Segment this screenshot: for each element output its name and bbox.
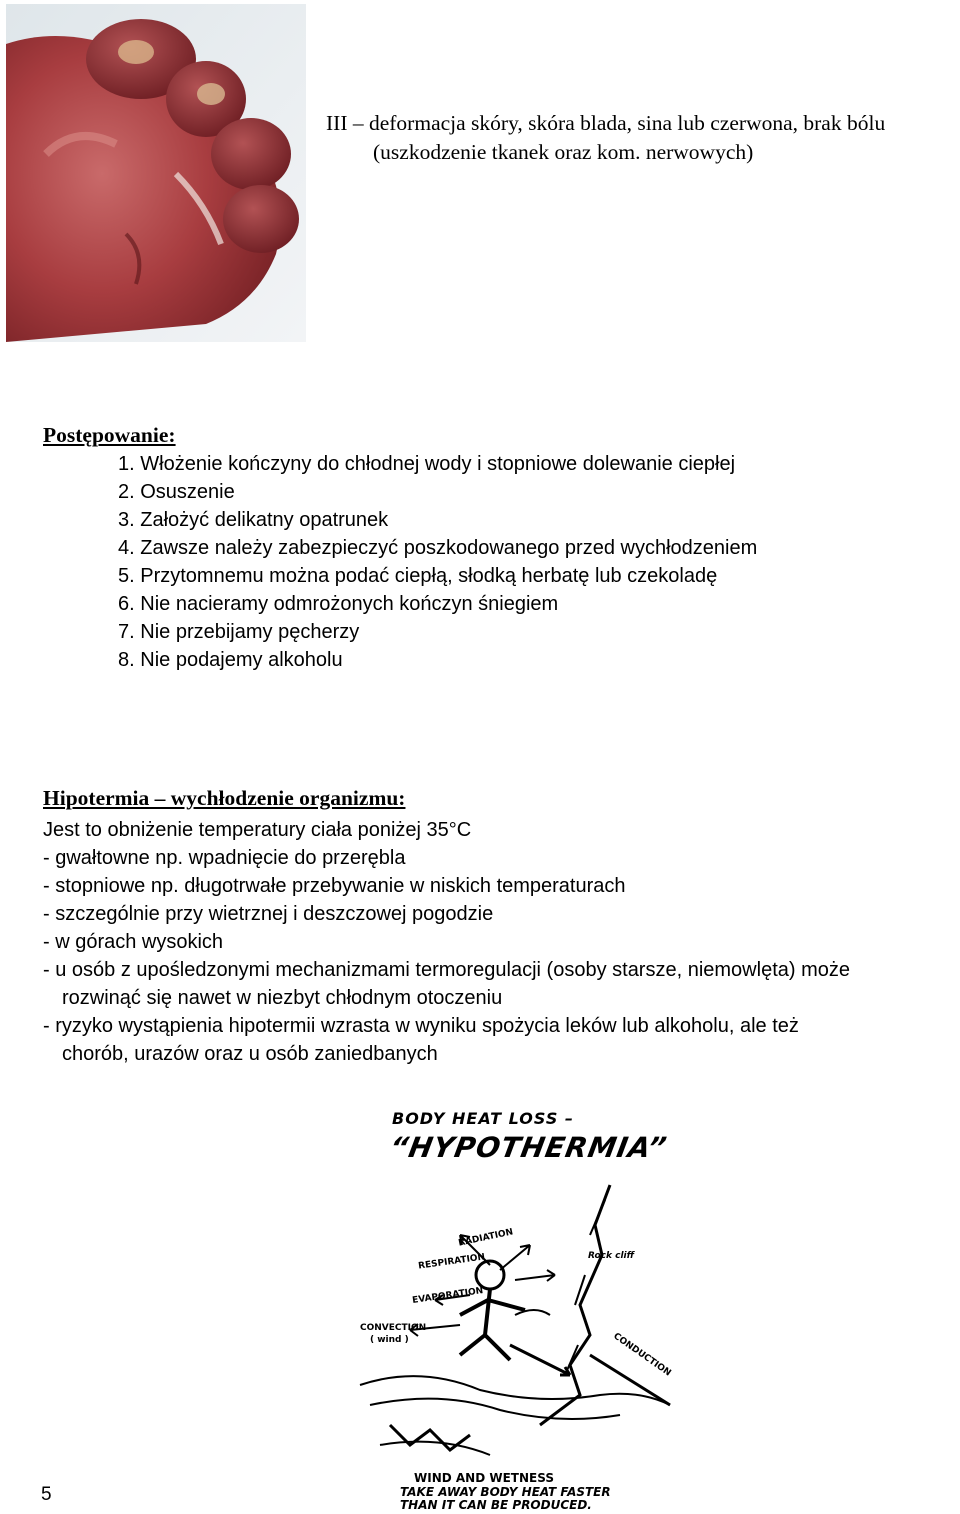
hypothermia-line: - szczególnie przy wietrznej i deszczowej pogodzie [43, 903, 494, 925]
illustration-caption-3: THAN IT CAN BE PRODUCED. [400, 1498, 592, 1512]
hypothermia-text [43, 816, 943, 1068]
procedure-step: 7. Nie przebijamy pęcherzy [118, 621, 360, 643]
hypothermia-line: Jest to obniżenie temperatury ciała poniżej 35°C [43, 819, 472, 841]
procedure-step: 2. Osuszenie [118, 481, 235, 503]
hypothermia-line-continued: chorób, urazów oraz u osób zaniedbanych [62, 1043, 438, 1065]
frostbitten-foot-image [6, 4, 306, 342]
label-convection-wind: ( wind ) [370, 1335, 409, 1345]
procedure-step: 5. Przytomnemu można podać ciepłą, słodką herbatę lub czekoladę [118, 565, 718, 587]
procedure-steps-list [118, 450, 757, 674]
hypothermia-line: - gwałtowne np. wpadnięcie do przerębla [43, 847, 406, 869]
hypothermia-heading: Hipotermia – wychłodzenie organizmu: [43, 786, 406, 810]
stage-three-description [326, 109, 960, 167]
label-conduction: CONDUCTION [611, 1331, 673, 1379]
hypothermia-line: - stopniowe np. długotrwałe przebywanie w niskich temperaturach [43, 875, 626, 897]
label-convection: CONVECTION [360, 1323, 427, 1333]
illustration-caption-2: TAKE AWAY BODY HEAT FASTER [400, 1485, 611, 1499]
label-radiation: RADIATION [457, 1227, 515, 1249]
illustration-title-main: “HYPOTHERMIA” [387, 1131, 670, 1164]
procedure-step: 3. Założyć delikatny opatrunek [118, 509, 389, 531]
procedure-step: 8. Nie podajemy alkoholu [118, 649, 343, 671]
label-evaporation: EVAPORATION [411, 1286, 484, 1306]
label-respiration: RESPIRATION [417, 1252, 486, 1272]
illustration-sketch [340, 1105, 710, 1510]
illustration-title-top: BODY HEAT LOSS – [392, 1109, 574, 1128]
procedure-step: 4. Zawsze należy zabezpieczyć poszkodowanego przed wychłodzeniem [118, 537, 758, 559]
illustration-caption-1: WIND AND WETNESS [414, 1471, 554, 1485]
hypothermia-line: - u osób z upośledzonymi mechanizmami termoregulacji (osoby starsze, niemowlęta) może [43, 959, 850, 981]
hypothermia-line: - ryzyko wystąpienia hipotermii wzrasta w wyniku spożycia leków lub alkoholu, ale też [43, 1015, 799, 1037]
procedure-step: 1. Włożenie kończyny do chłodnej wody i stopniowe dolewanie ciepłej [118, 453, 736, 475]
page-number: 5 [41, 1484, 52, 1505]
procedure-step: 6. Nie nacieramy odmrożonych kończyn śniegiem [118, 593, 559, 615]
stage-three-line-2: (uszkodzenie tkanek oraz kom. nerwowych) [373, 140, 754, 164]
procedure-heading: Postępowanie: [43, 423, 176, 447]
stage-three-line-1: III – deformacja skóry, skóra blada, sina lub czerwona, brak bólu [326, 111, 886, 135]
hypothermia-line: - w górach wysokich [43, 931, 224, 953]
label-rock-cliff: Rock cliff [588, 1251, 635, 1261]
hypothermia-line-continued: rozwinąć się nawet w niezbyt chłodnym otoczeniu [62, 987, 503, 1009]
frostbite-photo [6, 4, 306, 342]
hypothermia-illustration [340, 1105, 710, 1510]
